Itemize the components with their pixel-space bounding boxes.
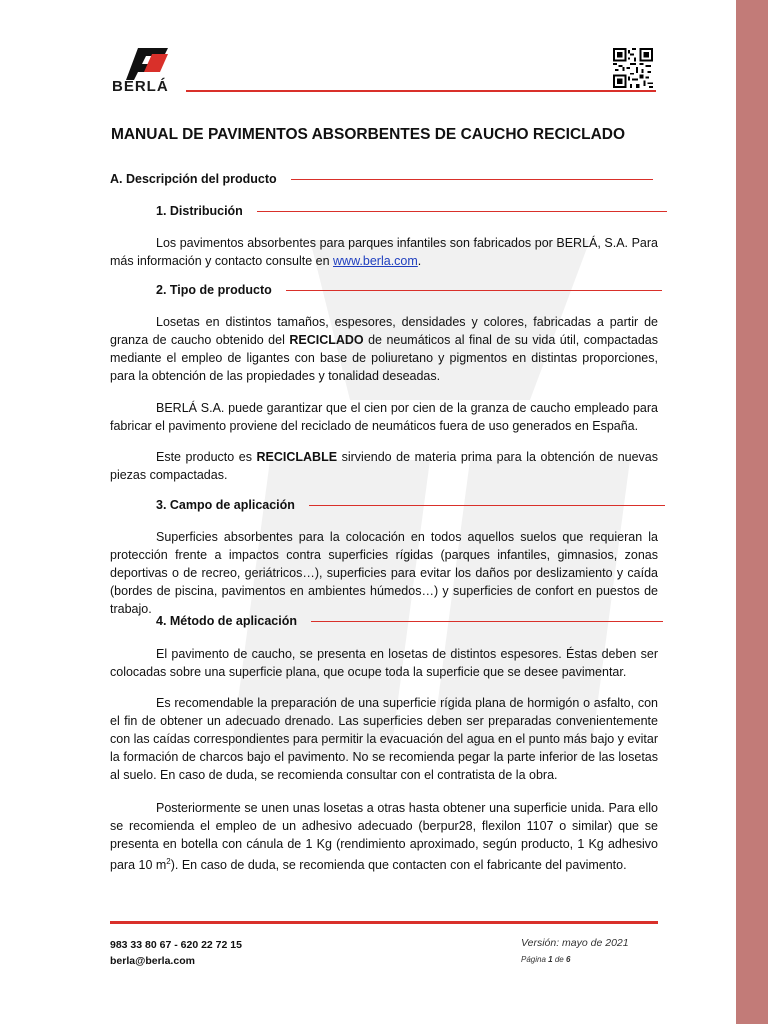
sub1-label: 1. Distribución [156,204,243,218]
sub3-heading [156,498,665,512]
document-title: MANUAL DE PAVIMENTOS ABSORBENTES DE CAUCHO RECICLADO [110,126,626,143]
sub1-rule [257,211,667,212]
website-link[interactable]: www.berla.com [333,254,418,268]
footer-page-number: Página 1 de 6 [521,955,571,964]
sub2-paragraph-1: Losetas en distintos tamaños, espesores, densidades y colores, fabricadas a partir de granza de caucho obtenido del RECICLADO de neumáticos al final de su vida útil, compactadas mediante el empleo de ligantes con base de poliuretano y pigmentos en distintas proporciones, para la obtención de las propiedades y tonalidad deseadas. [110,315,658,383]
footer-email: berla@berla.com [110,955,195,967]
sub2-paragraph-2: BERLÁ S.A. puede garantizar que el cien por cien de la granza de caucho empleado para fabricar el pavimento proviene del reciclado de neumáticos fuera de uso generados en España. [110,401,658,433]
sub1-paragraph: Los pavimentos absorbentes para parques infantiles son fabricados por BERLÁ, S.A. Para más información y contacto consulte en www.berla.com. [110,236,658,268]
sub2-paragraph-3: Este producto es RECICLABLE sirviendo de materia prima para la obtención de nuevas piezas compactadas. [110,450,658,482]
footer-divider [110,921,658,924]
sub4-paragraph-3: Posteriormente se unen unas losetas a otras hasta obtener una superficie unida. Para ello se recomienda el empleo de un adhesivo adecuado (berpur28, flexilon 1107 o similar) que se presenta en botella con cánula de 1 Kg (rendimiento aproximado, según producto, 1 Kg adhesivo para 10 $m^2$). En caso de duda, se recomienda que contacten con el fabricante del pavimento. [110,801,658,873]
qr-code-icon [613,48,653,88]
footer-version: Versión: mayo de 2021 [521,937,629,949]
sub4-heading [156,614,663,628]
sub2-label: 2. Tipo de producto [156,283,272,297]
section-a-label: A. Descripción del producto [110,172,277,186]
logo-wordmark: BERLÁ [112,78,169,95]
side-color-bar [736,0,768,1024]
sub4-paragraph-1: El pavimento de caucho, se presenta en losetas de distintos espesores. Éstas deben ser colocadas sobre una superficie plana, que ocupe toda la superficie que se desee pavimentar. [110,647,658,679]
sub2-rule [286,290,662,291]
section-a-heading [110,172,653,186]
sub3-paragraph: Superficies absorbentes para la colocación en todos aquellos suelos que requieran la protección frente a impactos contra superficies rígidas (parques infantiles, gimnasios, zonas deportivas o de recreo, geriátricos…), superficies para evitar los daños por deslizamiento y caída (bordes de piscina, pavimentos en ambientes húmedos…) y superficies de confort en puestos de trabajo. [110,530,658,616]
header-divider [186,90,656,92]
section-a-rule [291,179,653,180]
sub2-heading [156,283,662,297]
sub4-paragraph-2: Es recomendable la preparación de una superficie rígida plana de hormigón o asfalto, con el fin de obtener un adecuado drenado. Las superficies deben ser preparadas convenientemente con las caídas correspondientes para permitir la evacuación del agua en el punto más bajo y evitar la formación de charcos bajo el pavimento. No se recomienda pegar la parte inferior de las losetas al suelo. En caso de duda, se recomienda consultar con el contratista de la obra. [110,696,658,782]
sub1-heading [156,204,667,218]
footer-phone: 983 33 80 67 - 620 22 72 15 [110,939,242,951]
sub3-rule [309,505,665,506]
sub4-rule [311,621,663,622]
sub4-label: 4. Método de aplicación [156,614,297,628]
sub3-label: 3. Campo de aplicación [156,498,295,512]
footer-contact [110,937,242,969]
